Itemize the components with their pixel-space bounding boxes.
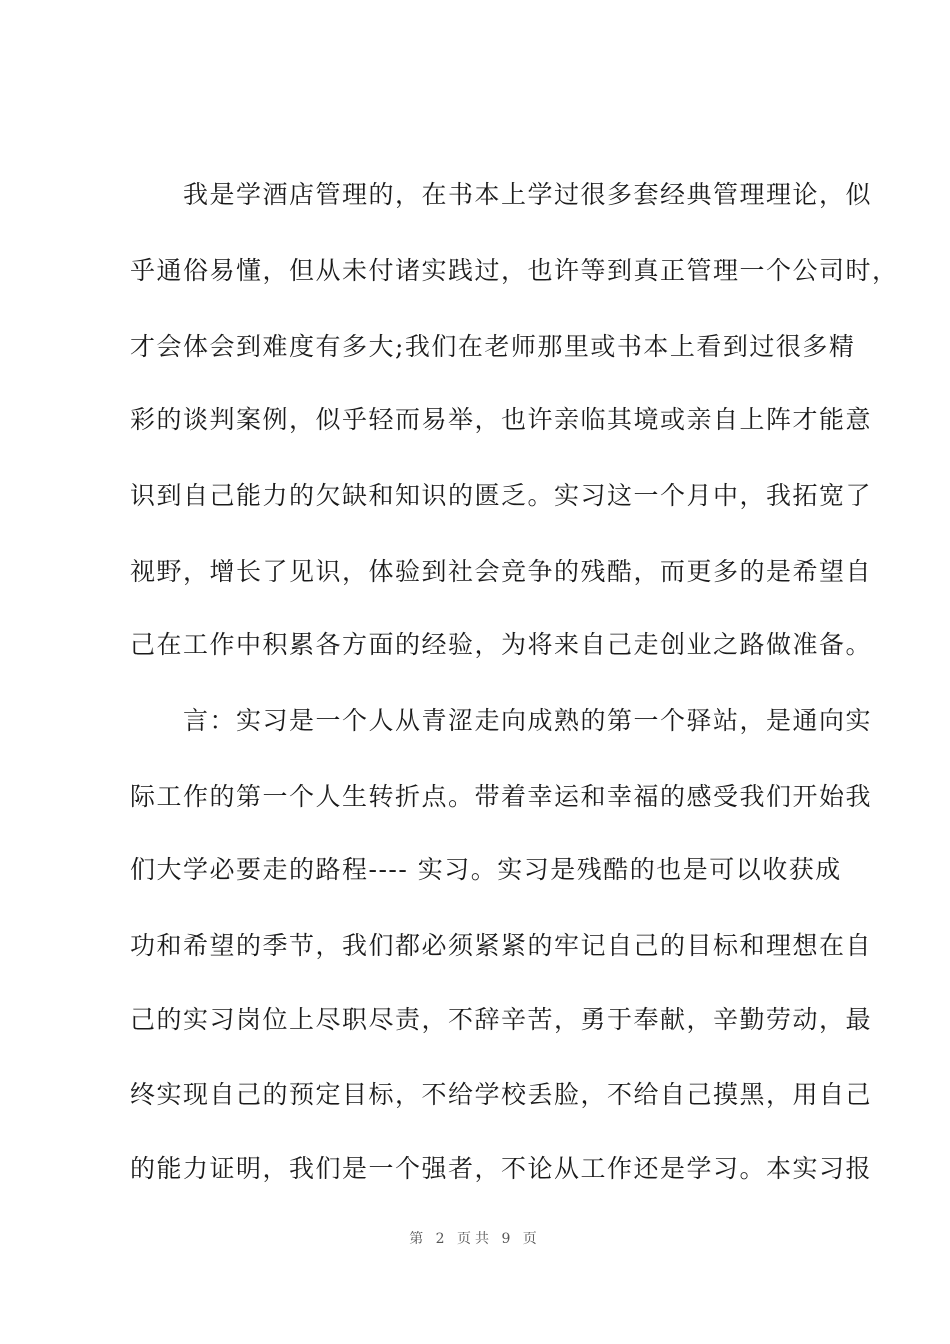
paragraph-line-14: 的能力证明，我们是一个强者，不论从工作还是学习。本实习报 [130,1154,873,1183]
paragraph-line-2: 乎通俗易懂，但从未付诸实践过，也许等到真正管理一个公司时， [130,256,899,285]
paragraph-line-9: 际工作的第一个人生转折点。带着幸运和幸福的感受我们开始我 [130,782,873,811]
paragraph-line-8: 言：实习是一个人从青涩走向成熟的第一个驿站，是通向实 [130,706,873,735]
paragraph-line-10: 们大学必要走的路程---- 实习。实习是残酷的也是可以收获成 [130,855,842,884]
paragraph-line-1: 我是学酒店管理的，在书本上学过很多套经典管理理论，似 [130,180,873,209]
paragraph-line-4: 彩的谈判案例，似乎轻而易举，也许亲临其境或亲自上阵才能意 [130,405,873,434]
page-number-footer: 第 2 页共 9 页 [409,1231,541,1247]
paragraph-line-3: 才会体会到难度有多大;我们在老师那里或书本上看到过很多精 [130,332,856,361]
paragraph-line-7: 己在工作中积累各方面的经验，为将来自己走创业之路做准备。 [130,630,873,659]
paragraph-line-13: 终实现自己的预定目标，不给学校丢脸，不给自己摸黑，用自己 [130,1080,873,1109]
paragraph-line-11: 功和希望的季节，我们都必须紧紧的牢记自己的目标和理想在自 [130,931,873,960]
paragraph-line-12: 己的实习岗位上尽职尽责，不辞辛苦，勇于奉献，辛勤劳动，最 [130,1005,873,1034]
paragraph-line-6: 视野，增长了见识，体验到社会竞争的残酷，而更多的是希望自 [130,557,873,586]
paragraph-line-5: 识到自己能力的欠缺和知识的匮乏。实习这一个月中，我拓宽了 [130,481,873,510]
